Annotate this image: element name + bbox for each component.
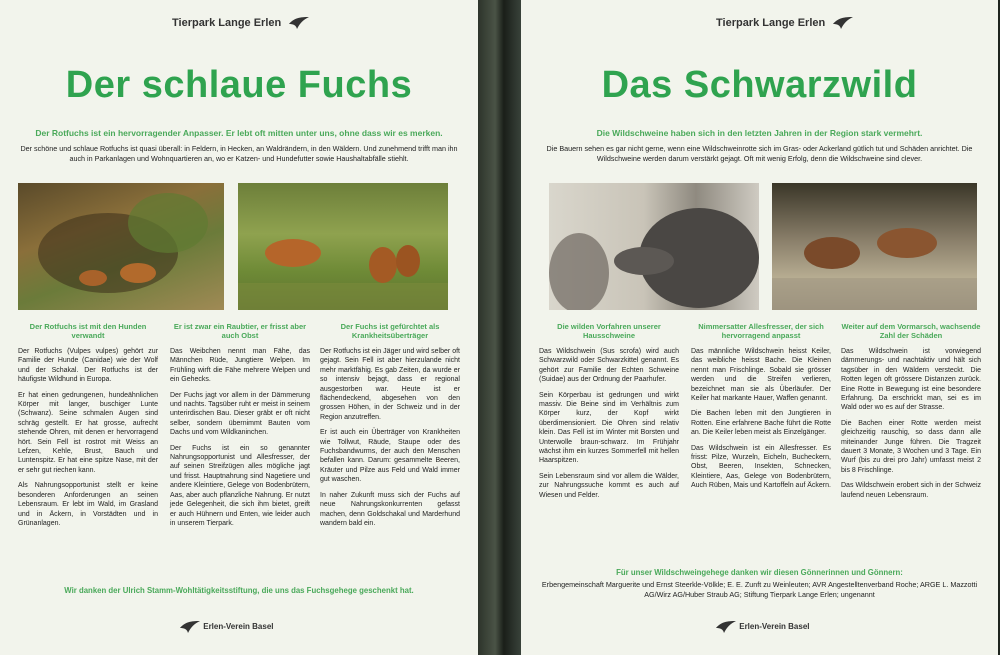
boar-text-columns (539, 322, 980, 572)
column-paragraph: Das Wildschwein (Sus scrofa) wird auch Schwarzwild oder Schwarzkittel genannt. Es gehört zur Familie der Echten Schweine (Suidae) aus der Ordnung der Paarhufer. (539, 348, 679, 384)
column-fox-disease (320, 322, 460, 528)
column-paragraph: Die Bachen leben mit den Jungtieren in Rotten. Eine erfahrene Bache führt die Rotte an. Die Keiler leben meist als Einzelgänger. (691, 410, 831, 437)
logo-text: Tierpark Lange Erlen (716, 16, 826, 29)
column-heading: Der Fuchs ist gefürchtet als Krankheitsüberträger (340, 322, 440, 340)
column-paragraph: Das männliche Wildschwein heisst Keiler, das weibliche heisst Bache. Die Kleinen nennt man Frischlinge. Sobald sie grösser werden und die Streifen verlieren, bezeichnet man sie als Überläufer. Der Keiler hat markante Hauer, Waffen genannt. (691, 348, 831, 403)
erlen-verein-logo (175, 620, 274, 634)
column-heading: Die wilden Vorfahren unserer Hausschweine (557, 322, 661, 340)
column-paragraph: Die Bachen einer Rotte werden meist gleichzeitig rauschig, so dass dann alle miteinander Junge führen. Die Tragzeit dauert 3 Monate, 3 Wochen und 3 Tage. Ein Wurf (bis zu drei pro Jahr) umfasst meist 2 bis 8 Frischlinge. (841, 419, 981, 474)
bird-logo-icon (179, 620, 201, 634)
tierpark-logo (172, 16, 310, 30)
fox-text-columns (18, 322, 460, 572)
boar-info-panel (521, 0, 998, 655)
column-heading: Er ist zwar ein Raubtier, er frisst aber auch Obst (173, 322, 307, 340)
column-fox-diet (170, 322, 310, 528)
column-paragraph: In naher Zukunft muss sich der Fuchs auf neue Nahrungskonkurrenten gefasst machen, denn Goldschakal und Marderhund wandern bald ein. (320, 491, 460, 527)
bird-logo-icon (288, 16, 310, 30)
column-paragraph: Sein Körperbau ist gedrungen und wirkt massiv. Die Beine sind im Verhältnis zum Körper kurz, der Kopf wirkt überdimensioniert. Die Ohren sind relativ klein. Das Fell ist im Winter mit Borsten und Unterwolle braun-schwarz. Im Frühjahr wächst ihm ein kurzes Sommerfell mit hellen Haarspitzen. (539, 391, 679, 465)
column-paragraph: Der Rotfuchs ist ein Jäger und wird selber oft gejagt. Sein Fell ist aber hierzulande nicht mehr marktfähig. Es gab Zeiten, da wurde er so intensiv bejagt, dass er regional ausgestorben war. Heute ist er flächendeckend, abgesehen von den grossen Höhen, in der Schweiz und in der Region anzutreffen. (320, 348, 460, 421)
footer-text: Erlen-Verein Basel (739, 622, 810, 632)
footer-text: Erlen-Verein Basel (203, 622, 274, 632)
column-paragraph: Das Wildschwein ist vorwiegend dämmerungs- und nachtaktiv und hält sich tagsüber in den Wäldern versteckt. Die Rotten legen oft grössere Distanzen zurück. Eine Rotte in Bewegung ist eine besondere Erfahrung. Da erschrickt man, sei es im Wald oder wo es auf der Strasse. (841, 348, 981, 412)
logo-text: Tierpark Lange Erlen (172, 16, 282, 29)
page-title: Der schlaue Fuchs (65, 64, 413, 106)
column-heading: Der Rotfuchs ist mit den Hunden verwandt (29, 322, 147, 340)
fox-cubs-photo (238, 183, 448, 310)
column-boar-damage (841, 322, 981, 500)
lead-text: Die Wildschweine haben sich in den letzten Jahren in der Region stark vermehrt. (596, 128, 923, 138)
column-paragraph: Er hat einen gedrungenen, hundeähnlichen Körper mit langer, buschiger Lunte (Schwanz). Seine schmalen Augen sind schräg gestellt. Er hat grosse, aufrecht stehende Ohren, mit denen er hervorragend hört. Sein Fell ist rostrot mit Weiss an Lefzen, Kehle, Brust, Bauch und Luntenspitz. Er hat eine spitze Nase, mit der er sehr gut riechen kann. (18, 391, 158, 474)
lead-text: Der Rotfuchs ist ein hervorragender Anpasser. Er lebt oft mitten unter uns, ohne dass wir es merken. (35, 128, 443, 138)
column-paragraph: Das Weibchen nennt man Fähe, das Männchen Rüde, Jungtiere Welpen. Im Frühling wirft die Fähe mehrere Welpen und ein Gehecks. (170, 348, 310, 384)
column-paragraph: Das Wildschwein ist ein Allesfresser. Es frisst: Pilze, Wurzeln, Eicheln, Bucheckern, Obst, Beeren, Insekten, Schnecken, Kleintiere, Aas, Gelege von Bodenbrütern, Auch Rüben, Mais und Kartoffeln auf Äckern. (691, 444, 831, 490)
column-paragraph: Der Fuchs jagt vor allem in der Dämmerung und nachts. Tagsüber ruht er meist in seinem unterirdischen Bau. Dieser gräbt er oft nicht selber, sondern übernimmt Bauten vom Dachs und vom Wildkaninchen. (170, 391, 310, 437)
mounting-post (478, 0, 521, 655)
sponsors-heading: Für unser Wildschweingehege danken wir diesen Gönnerinnen und Gönnern: (616, 568, 903, 577)
wild-boar-photo (549, 183, 759, 310)
tierpark-logo (716, 16, 854, 30)
bird-logo-icon (832, 16, 854, 30)
fox-den-photo (18, 183, 224, 310)
erlen-verein-logo (711, 620, 810, 634)
fox-info-panel (0, 0, 478, 655)
intro-text: Der schöne und schlaue Rotfuchs ist quasi überall: in Feldern, in Hecken, an Waldrändern, in den Wäldern. Und zunehmend trifft man ihn auch in Parkanlagen und Wohnquartieren an, wo er Katzen- und Hundefutter sowie Haushaltabfälle stiehlt. (20, 144, 458, 163)
column-paragraph: Sein Lebensraum sind vor allem die Wälder, zur Nahrungssuche kommt es auch auf Wiesen und Felder. (539, 472, 679, 499)
column-paragraph: Als Nahrungsopportunist stellt er keine besonderen Anforderungen an seinen Lebensraum. Er lebt im Wald, im Grasland und in Äckern, in Vorstädten und in Grünanlagen. (18, 482, 158, 527)
column-heading: Weiter auf dem Vormarsch, wachsende Zahl der Schäden (841, 322, 981, 340)
intro-text: Die Bauern sehen es gar nicht gerne, wenn eine Wildschweinrotte sich im Gras- oder Ackerland gütlich tut und Schäden anrichtet. Die Wildschweine werden darum verstärkt gejagt. Oft mit wenig Erfolg, denn die Wildschweine sind clever. (546, 144, 973, 163)
column-paragraph: Der Rotfuchs (Vulpes vulpes) gehört zur Familie der Hunde (Canidae) wie der Wolf und der Schakal. Der Rotfuchs ist der häufigste Wildhund in Europa. (18, 348, 158, 384)
bird-logo-icon (715, 620, 737, 634)
column-heading: Nimmersatter Allesfresser, der sich hervorragend anpasst (698, 322, 824, 340)
sponsors-text: Erbengemeinschaft Marguerite und Ernst Steerkle-Völkle; E. E. Zunft zu Weinleuten; AVR Angestelltenverband Roche; ARGE L. Mazzotti AG/Wirz AG/Huber Straub AG; Stiftung Tierpark Lange Erlen; ungenannt (541, 580, 978, 599)
column-paragraph: Er ist auch ein Überträger von Krankheiten wie Tollwut, Räude, Staupe oder des Fuchsbandwurms, der auch den Menschen befallen kann. Darum: gesammelte Beeren, Kräuter und Pilze aus Feld und Wald immer gut waschen. (320, 429, 460, 484)
column-paragraph: Der Fuchs ist ein so genannter Nahrungsopportunist und Allesfresser, der auf seinen Streifzügen alles mögliche jagt und frisst. Hauptnahrung sind Nagetiere und andere Kleintiere, Gelege von Bodenbrütern, Aas, aber auch pflanzliche Nahrung. Er nutzt jede Gelegenheit, die sich ihm bietet, greift er auch Hühnern und Enten, wie leider auch in unserem Tierpark. (170, 444, 310, 527)
column-boar-ancestors (539, 322, 679, 500)
piglets-photo (772, 183, 977, 310)
page-title: Das Schwarzwild (601, 64, 918, 106)
column-paragraph: Das Wildschwein erobert sich in der Schweiz laufend neuen Lebensraum. (841, 482, 981, 499)
column-fox-relatives (18, 322, 158, 528)
thanks-text: Wir danken der Ulrich Stamm-Wohltätigkeitsstiftung, die uns das Fuchsgehege geschenkt hat. (64, 586, 414, 595)
column-boar-omnivore (691, 322, 831, 491)
